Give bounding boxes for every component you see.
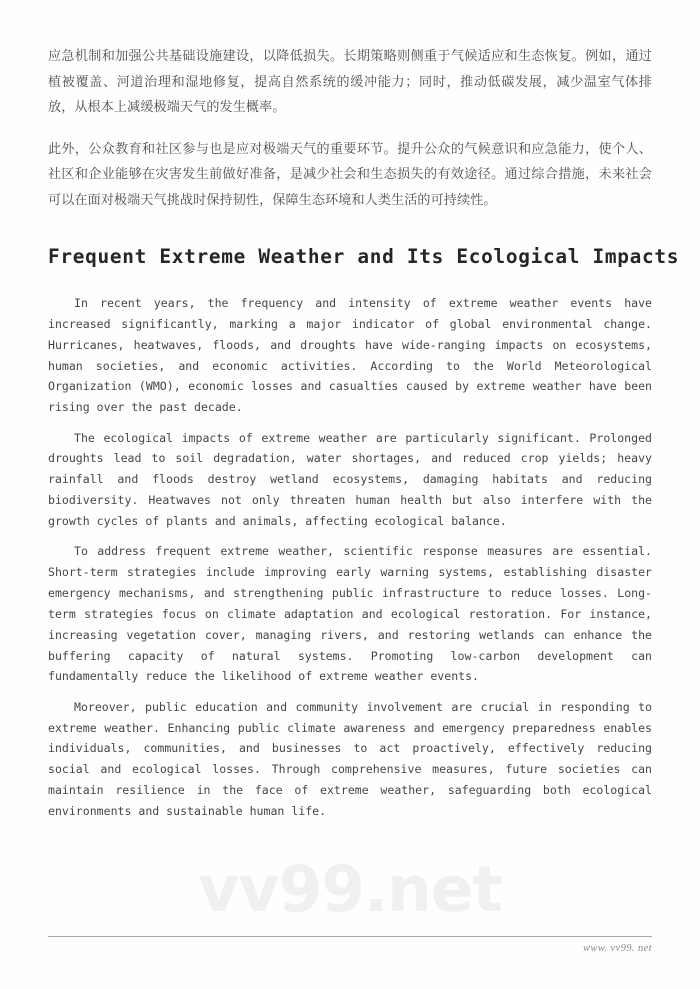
- footer-divider: [48, 936, 652, 937]
- body-paragraph-4: Moreover, public education and community involvement are crucial in responding to extreme weather. Enhancing public climate awareness and emergency preparedness enables individuals, communities, and businesses to act proactively, effectively reducing social and ecological losses. Through comprehensive measures, future societies can maintain resilience in the face of extreme weather, safeguarding both ecological environments and sustainable human life.: [48, 699, 652, 818]
- body-paragraph-3: To address frequent extreme weather, scientific response measures are essential. Short-term strategies include improving early warning systems, establishing disaster emergency mechanisms, and strengthening public infrastructure to reduce losses. Long-term strategies focus on climate adaptation and ecological restoration. For instance, increasing vegetation cover, managing rivers, and restoring wetlands can enhance the buffering capacity of natural systems. Promoting low-carbon development can fundamentally reduce the likelihood of extreme weather events.: [48, 544, 652, 684]
- page-footer: [48, 936, 652, 954]
- body-paragraph-1: In recent years, the frequency and intensity of extreme weather events have increased significantly, marking a major indicator of global environmental change. Hurricanes, heatwaves, floods, and droughts have wide-ranging impacts on ecosystems, human societies, and economic activities. According to the World Meteorological Organization (WMO), economic losses and casualties caused by extreme weather have been rising over the past decade.: [48, 296, 652, 415]
- title-block: [48, 245, 680, 268]
- page-title: Frequent Extreme Weather and Its Ecological Impacts: [48, 245, 680, 268]
- body-paragraph-2: The ecological impacts of extreme weather are particularly significant. Prolonged droughts lead to soil degradation, water shortages, and reduced crop yields; heavy rainfall and floods destroy wetland ecosystems, damaging habitats and reducing biodiversity. Heatwaves not only threaten human health but also interfere with the growth cycles of plants and animals, affecting ecological balance.: [48, 430, 652, 528]
- page-watermark: vv99.net: [198, 853, 502, 926]
- chinese-paragraph-1: 应急机制和加强公共基础设施建设，以降低损失。长期策略则侧重于气候适应和生态恢复。例如，通过植被覆盖、河道治理和湿地修复，提高自然系统的缓冲能力；同时，推动低碳发展，减少温室气体排放，从根本上减缓极端天气的发生概率。: [48, 49, 652, 116]
- footer-site-label: www. vv99. net: [583, 943, 652, 954]
- chinese-intro-section: [48, 44, 652, 214]
- chinese-paragraph-2: 此外，公众教育和社区参与也是应对极端天气的重要环节。提升公众的气候意识和应急能力，使个人、社区和企业能够在灾害发生前做好准备，是减少社会和生态损失的有效途径。通过综合措施，未来社会可以在面对极端天气挑战时保持韧性，保障生态环境和人类生活的可持续性。: [48, 141, 652, 208]
- article-body: [48, 293, 652, 822]
